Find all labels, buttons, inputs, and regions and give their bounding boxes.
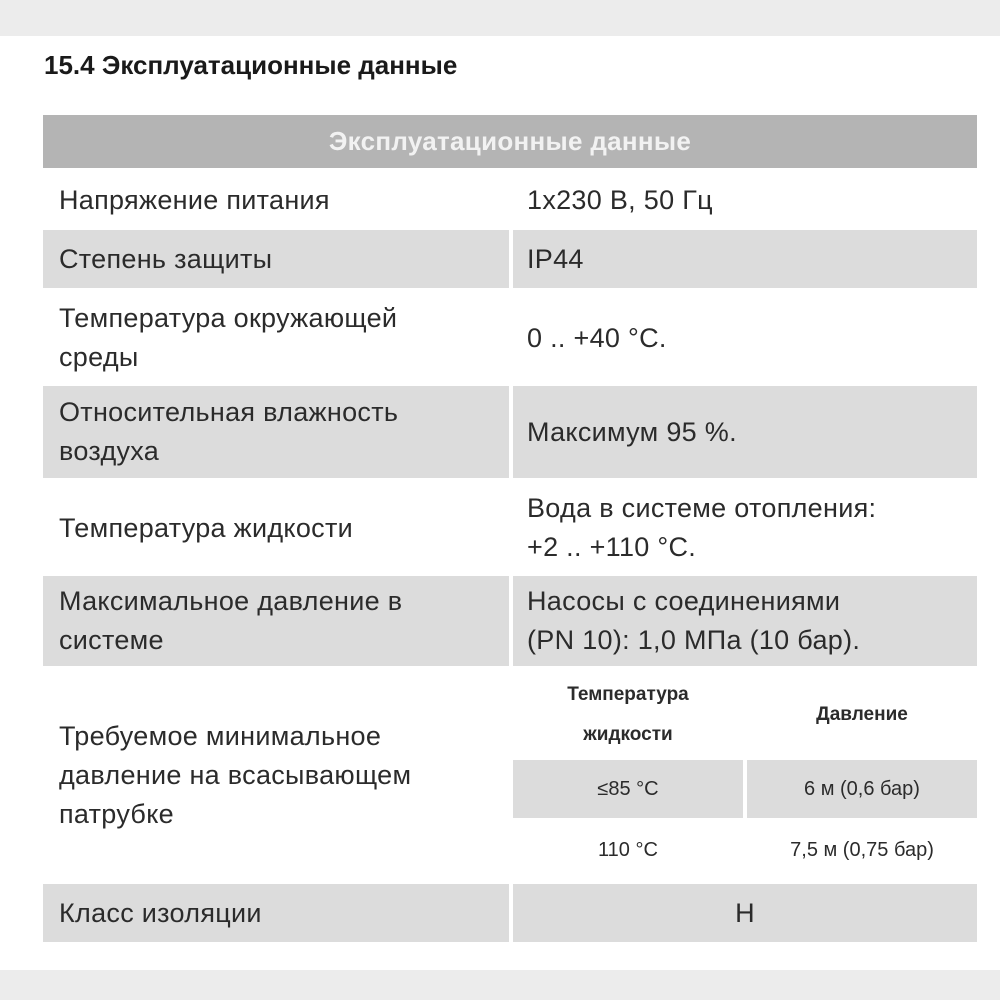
label-line: Относительная влажность — [59, 397, 399, 427]
label-line: Требуемое минимальное — [59, 720, 382, 751]
row-value-ambient-temperature: 0 .. +40 °C. — [527, 322, 667, 353]
value-line: Вода в системе отопления: — [527, 493, 877, 523]
row-label-max-system-pressure — [43, 576, 509, 666]
label-line: системе — [59, 625, 164, 655]
row-value-relative-humidity: Максимум 95 %. — [513, 386, 977, 478]
subtable-cell-pressure-1: 6 м (0,6 бар) — [747, 760, 977, 818]
value-line: Насосы с соединениями — [527, 586, 841, 616]
label-line: Максимальное давление в — [59, 586, 403, 616]
subtable-cell-temp-1: ≤85 °C — [513, 760, 743, 818]
value-line: +2 .. +110 °C. — [527, 532, 697, 562]
row-value-max-system-pressure — [513, 576, 977, 666]
value-line: (PN 10): 1,0 МПа (10 бар). — [527, 625, 861, 655]
subtable-cell-pressure-2: 7,5 м (0,75 бар) — [790, 838, 934, 861]
label-line: давление на всасывающем — [59, 759, 412, 790]
subtable-header-temperature — [513, 674, 743, 756]
subtable-header-pressure: Давление — [816, 704, 908, 725]
header-line: жидкости — [583, 724, 673, 745]
row-label-insulation-class: Класс изоляции — [43, 884, 509, 942]
label-line: патрубке — [59, 798, 174, 829]
row-label-liquid-temperature: Температура жидкости — [59, 512, 354, 543]
row-label-supply-voltage: Напряжение питания — [59, 184, 330, 215]
label-line: Температура окружающей — [59, 303, 398, 333]
label-line: среды — [59, 342, 139, 372]
section-title: 15.4 Эксплуатационные данные — [44, 50, 458, 80]
header-line: Температура — [567, 684, 689, 705]
row-value-protection-class: IP44 — [513, 230, 977, 288]
subtable-cell-temp-2: 110 °C — [598, 838, 658, 861]
label-line: воздуха — [59, 436, 160, 466]
row-label-relative-humidity — [43, 386, 509, 478]
row-label-protection-class: Степень защиты — [43, 230, 509, 288]
table-header: Эксплуатационные данные — [43, 115, 977, 168]
row-value-liquid-temperature — [513, 484, 977, 572]
row-label-min-inlet-pressure — [43, 672, 509, 878]
row-value-supply-voltage: 1x230 В, 50 Гц — [527, 184, 713, 215]
row-label-ambient-temperature — [43, 294, 509, 382]
row-value-insulation-class: H — [513, 884, 977, 942]
